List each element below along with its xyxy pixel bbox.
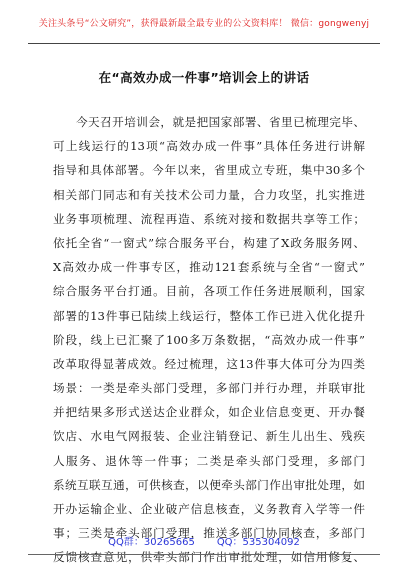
body-line: 指导和具体部署。今年以来，省里成立专班，集中30多个: [53, 163, 365, 178]
body-line: 部署的13件事已陆续上线运行，整体工作已进入优化提升: [53, 308, 365, 323]
header-note: 关注头条号“公文研究”，获得最新最全最专业的公文资料库！ 微信：gongwenyj: [38, 19, 370, 29]
footer-divider: [28, 554, 380, 555]
body-line: 人服务、退休等一件事；二类是牵头部门受理，多部门: [53, 453, 365, 468]
body-line: 业务事项梳理、流程再造、系统对接和数据共享等工作；: [53, 211, 365, 226]
body-line: 开办运输企业、企业破产信息核查，义务教育入学等一件: [53, 502, 365, 516]
body-line: 场景：一类是牵头部门受理，多部门并行办理，并联审批: [53, 381, 365, 396]
footer-qq: QQ：535304092: [216, 537, 300, 548]
body-line: 并把结果多形式送达企业群众，如企业信息变更、开办餐: [53, 405, 365, 420]
body-line: X高效办成一件事专区，推动121套系统与全省“一窗式”: [53, 260, 365, 275]
header-divider: [28, 43, 380, 44]
document-title: 在“高效办成一件事”培训会上的讲话: [98, 70, 310, 85]
body-line: 阶段，线上已汇聚了100多万条数据，“高效办成一件事”: [53, 332, 365, 347]
footer-qq-group: QQ群：30265665: [108, 537, 195, 548]
document-body: [53, 110, 365, 570]
body-line: 系统互联互通，可供核查，以便牵头部门作出审批处理，如: [53, 477, 365, 492]
body-line: 相关部门同志和有关技术公司力量，合力攻坚，扎实推进: [53, 187, 365, 202]
body-line: 改革取得显著成效。经过梳理，这13件事大体可分为四类: [53, 356, 365, 371]
body-line: 反馈核查意见，供牵头部门作出审批处理，如信用修复、: [53, 550, 365, 565]
body-line: 依托全省“一窗式”综合服务平台，构建了X政务服务网、: [53, 235, 365, 250]
body-line: 饮店、水电气网报装、企业注销登记、新生儿出生、残疾: [53, 429, 365, 444]
body-line: 综合服务平台打通。目前，各项工作任务进展顺利，国家: [53, 284, 365, 299]
footer-contact: [0, 534, 408, 552]
body-line: 可上线运行的13项“高效办成一件事”具体任务进行讲解: [53, 139, 365, 154]
body-line: 事；三类是牵头部门受理，推送多部门协同核查，多部门: [53, 526, 365, 541]
body-line: 今天召开培训会，就是把国家部署、省里已梳理完毕、: [76, 115, 365, 129]
